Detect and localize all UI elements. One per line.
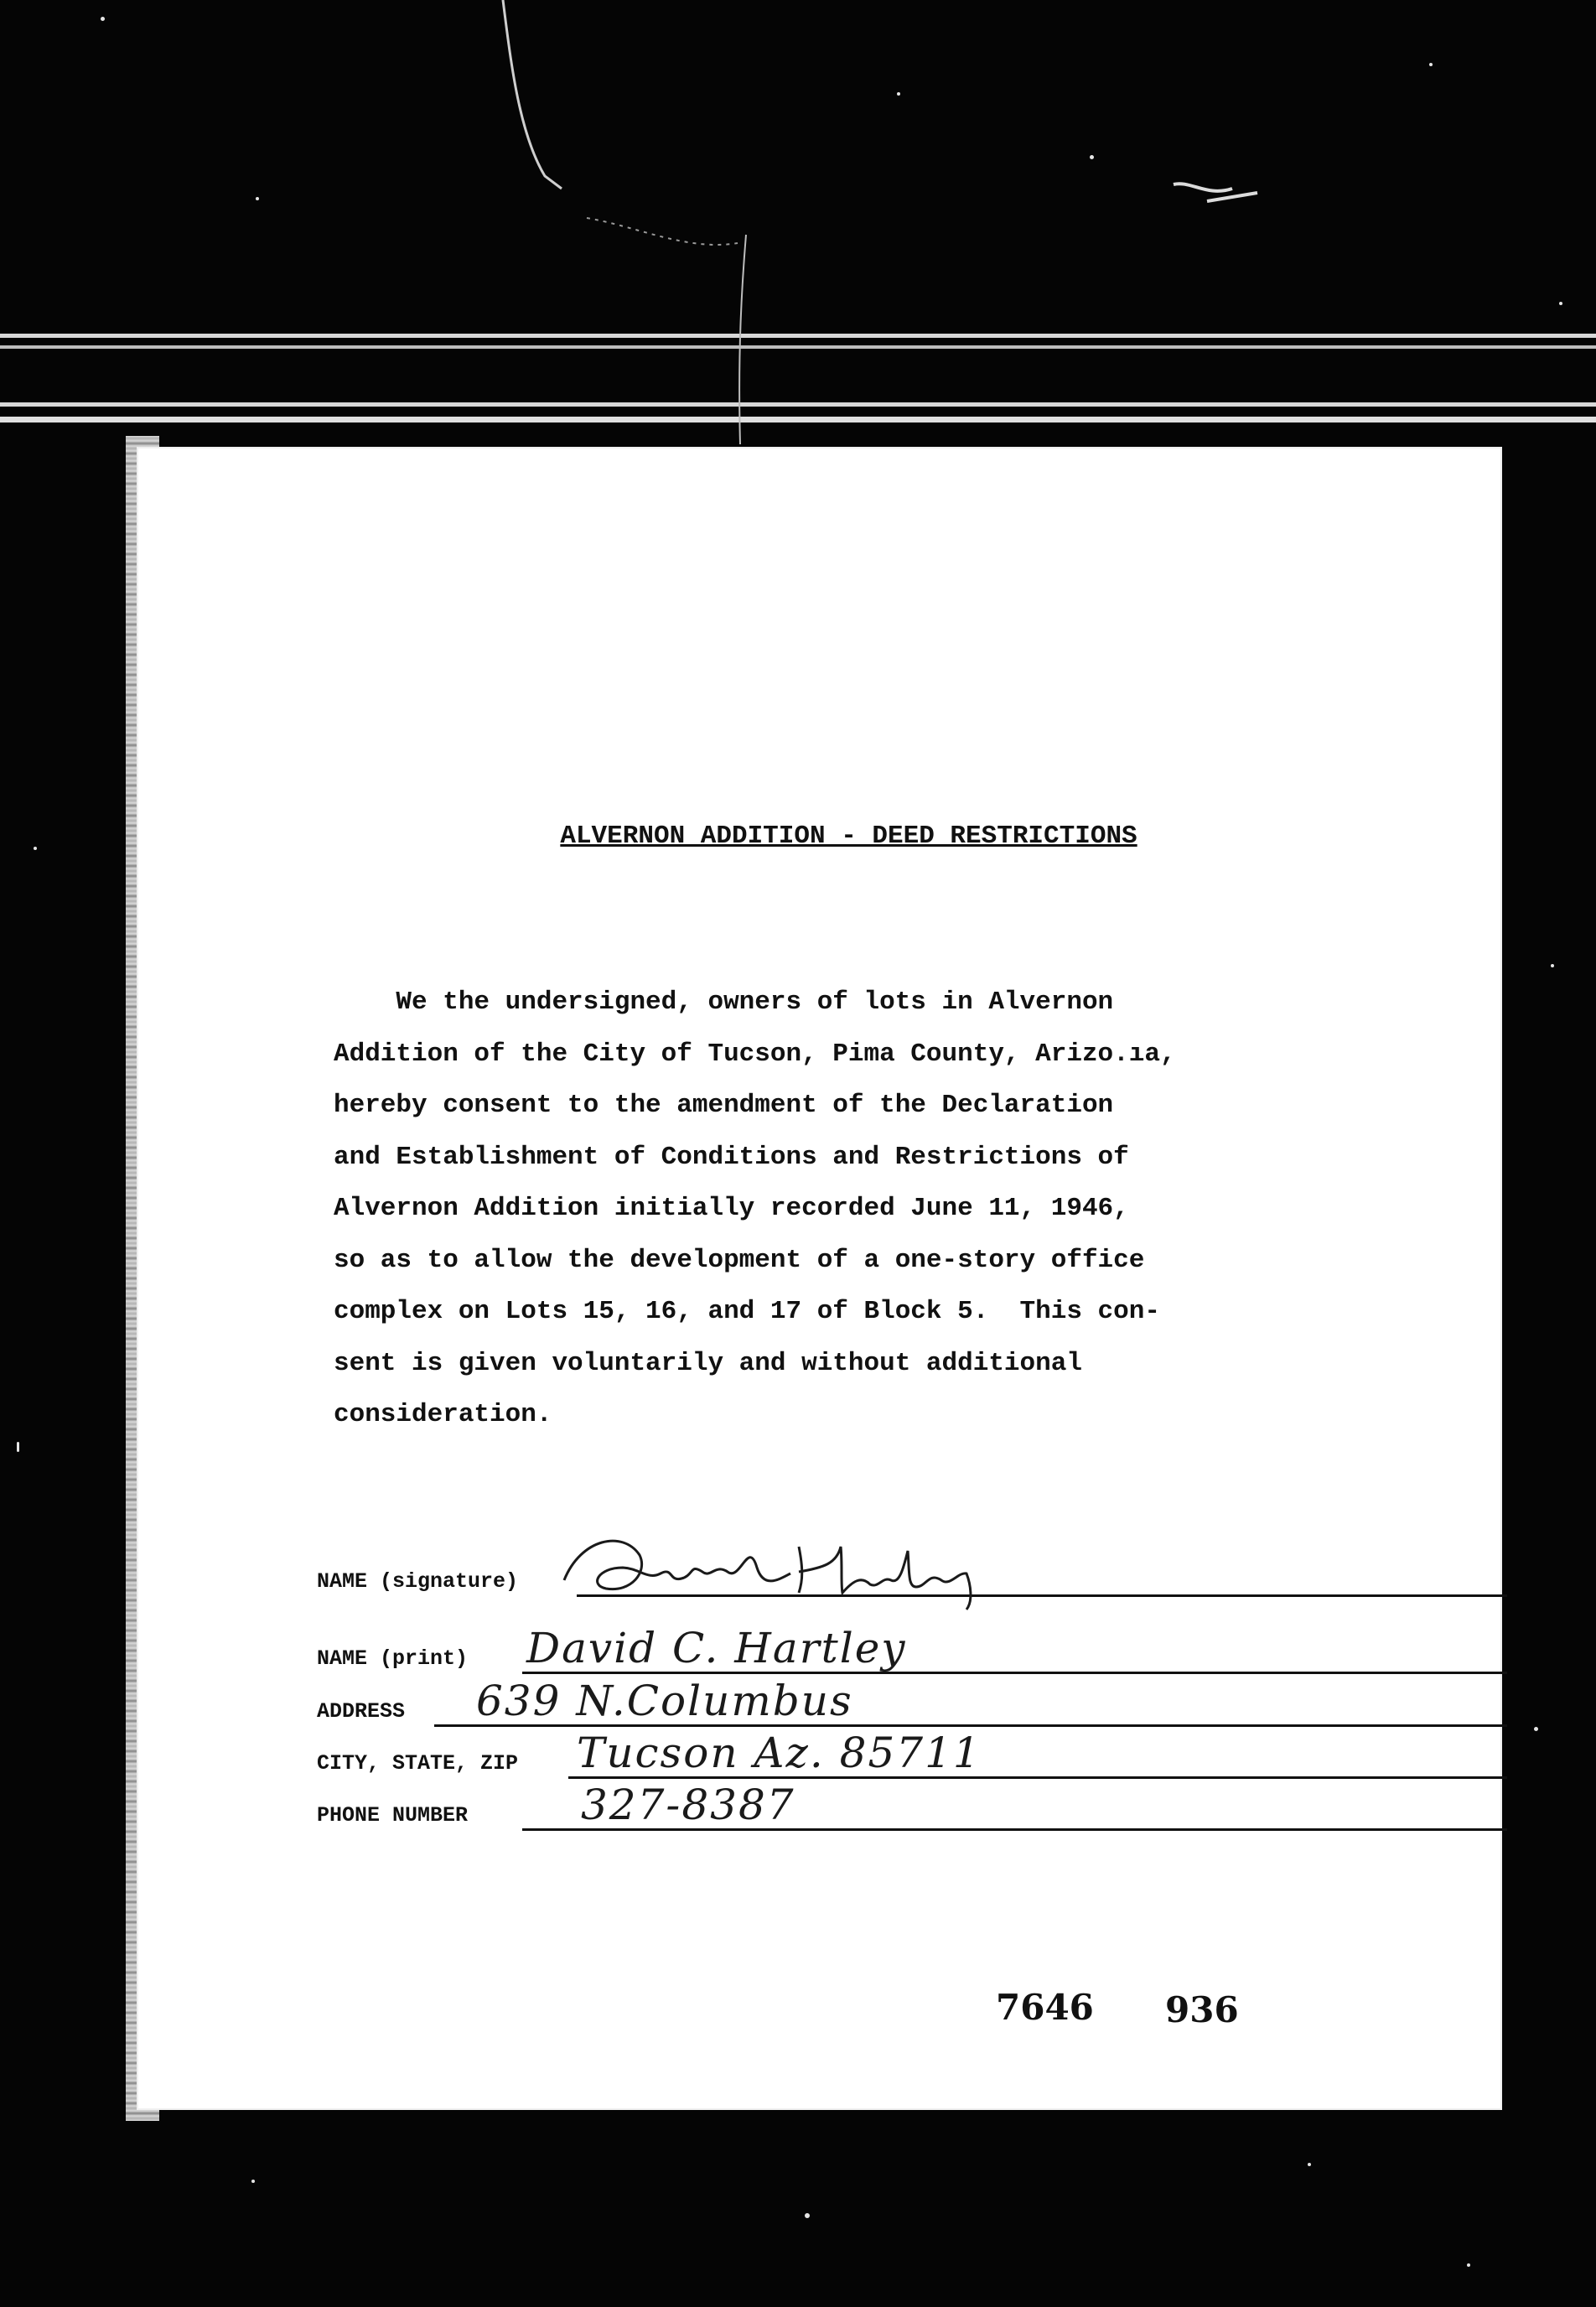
body-line: so as to allow the development of a one-story office bbox=[334, 1245, 1145, 1275]
body-line: and Establishment of Conditions and Restrictions of bbox=[334, 1142, 1129, 1172]
phone-label: PHONE NUMBER bbox=[317, 1803, 469, 1827]
scan-scratch bbox=[0, 0, 1596, 503]
record-page-number: 936 bbox=[1165, 1989, 1239, 2030]
dust-speck bbox=[17, 1442, 19, 1452]
document-title: ALVERNON ADDITION - DEED RESTRICTIONS bbox=[560, 822, 1137, 851]
scanner-line bbox=[0, 417, 1596, 423]
dust-speck bbox=[1429, 63, 1433, 66]
body-line: complex on Lots 15, 16, and 17 of Block 5. This con- bbox=[334, 1297, 1160, 1326]
dust-speck bbox=[101, 17, 105, 21]
scanner-line bbox=[0, 345, 1596, 349]
dust-speck bbox=[34, 847, 37, 850]
dust-speck bbox=[256, 197, 259, 200]
signature-label: NAME (signature) bbox=[317, 1569, 519, 1594]
city-state-zip-value: Tucson Az. 85711 bbox=[577, 1729, 982, 1777]
dust-speck bbox=[1559, 302, 1562, 305]
dust-speck bbox=[251, 2180, 255, 2183]
dust-speck bbox=[1090, 155, 1094, 159]
scanner-line bbox=[0, 402, 1596, 407]
body-line: consideration. bbox=[334, 1400, 552, 1429]
city-state-zip-row bbox=[317, 1729, 1340, 1779]
body-line: hereby consent to the amendment of the Declaration bbox=[334, 1091, 1114, 1120]
body-line: Alvernon Addition initially recorded June 11, 1946, bbox=[334, 1194, 1129, 1223]
signature-line bbox=[577, 1594, 1507, 1597]
phone-value: 327-8387 bbox=[581, 1781, 795, 1829]
document-body bbox=[334, 977, 1381, 1441]
body-line: We the undersigned, owners of lots in Alvernon bbox=[334, 988, 1114, 1017]
dust-speck bbox=[1534, 1727, 1538, 1731]
print-name-row bbox=[317, 1624, 1340, 1674]
dust-speck bbox=[1308, 2163, 1311, 2166]
address-label: ADDRESS bbox=[317, 1699, 406, 1724]
city-state-zip-label: CITY, STATE, ZIP bbox=[317, 1751, 519, 1776]
scanner-line bbox=[0, 334, 1596, 338]
body-line: Addition of the City of Tucson, Pima County, Arizo.ıa, bbox=[334, 1039, 1176, 1069]
dust-speck bbox=[897, 92, 900, 96]
signature-row bbox=[317, 1547, 1340, 1597]
dust-speck bbox=[805, 2213, 810, 2218]
body-line: sent is given voluntarily and without additional bbox=[334, 1348, 1082, 1378]
dust-speck bbox=[1551, 964, 1554, 967]
dust-speck bbox=[1467, 2263, 1470, 2267]
address-value: 639 N.Columbus bbox=[476, 1677, 853, 1725]
deed-document bbox=[138, 448, 1500, 2108]
record-book-number: 7646 bbox=[996, 1987, 1094, 2028]
print-name-value: David C. Hartley bbox=[526, 1624, 907, 1672]
handwritten-signature bbox=[547, 1522, 1017, 1614]
phone-row bbox=[317, 1781, 1340, 1831]
address-row bbox=[317, 1677, 1340, 1727]
print-name-label: NAME (print) bbox=[317, 1646, 469, 1671]
